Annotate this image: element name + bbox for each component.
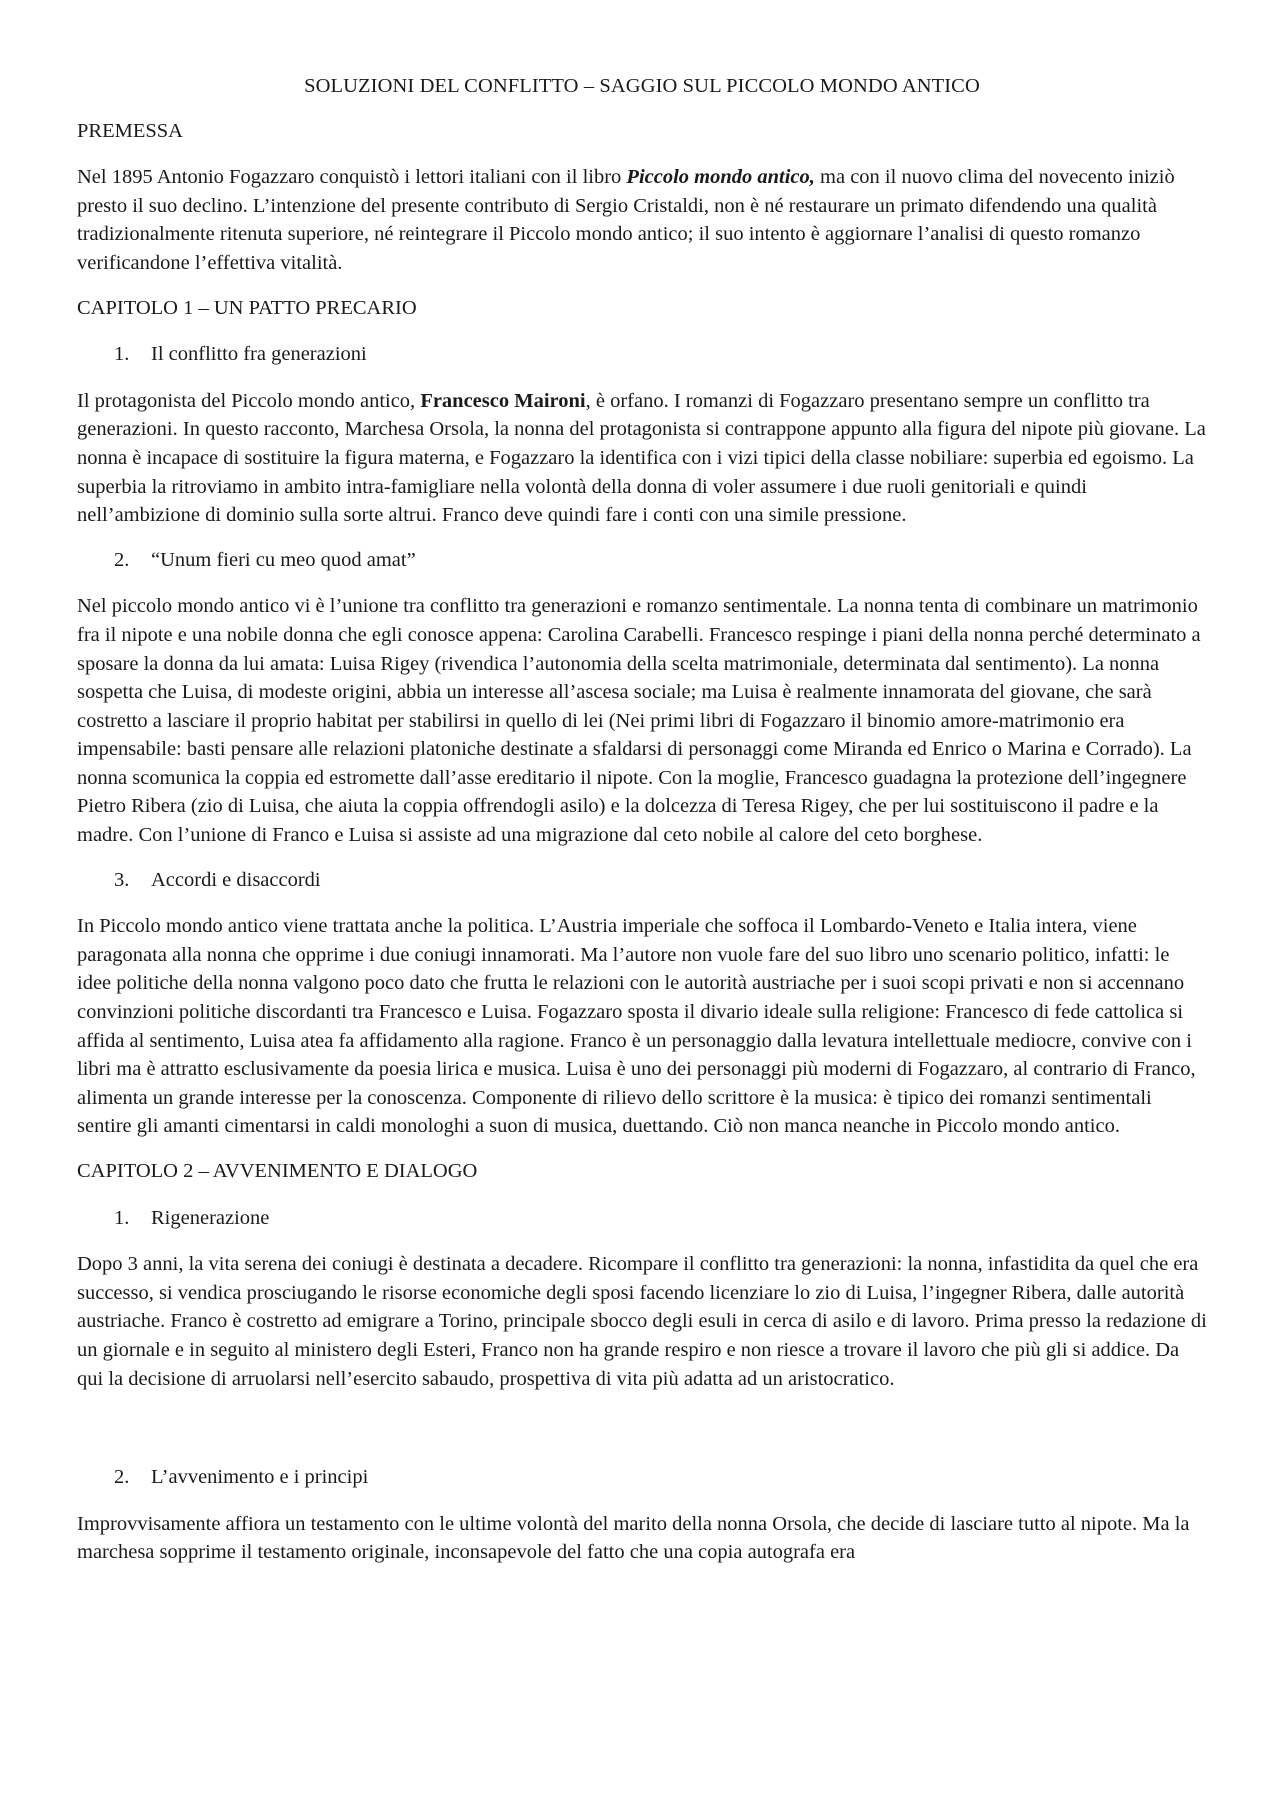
premessa-paragraph: Nel 1895 Antonio Fogazzaro conquistò i lettori italiani con il libro Piccolo mondo antico, ma con il nuovo clima del novecento iniziò presto il suo declino. L’intenzione del presente contributo di Sergio Cristaldi, non è né restaurare un primato difendendo una qualità tradizionalmente ritenuta superiore, né reintegrare il Piccolo mondo antico; il suo intento è aggiornare l’analisi di questo romanzo verificandone l’effettiva vitalità. — [77, 166, 1175, 274]
subsection-heading-1-1: 1. Il conflitto fra generazioni — [114, 343, 367, 366]
blank-space — [77, 1409, 1207, 1463]
paragraph-2-1: Dopo 3 anni, la vita serena dei coniugi è destinata a decadere. Ricompare il conflitto tra generazioni: la nonna, infastidita da quel che era successo, si vendica prosciugando le risorse economiche degli sposi facendo licenziare lo zio di Luisa, l’ingegner Ribera, dalle autorità austriache. Franco è costretto ad emigrare a Torino, principale sbocco degli esuli in cerca di asilo e di lavoro. Prima presso la redazione di un giornale e in seguito al ministero degli Esteri, Franco non ha grande respiro e non riesce a trovare il lavoro che più gli si addice. Da qui la decisione di arruolarsi nell’esercito sabaudo, prospettiva di vita più adatta ad un aristocratico. — [77, 1253, 1207, 1390]
paragraph-1-2: Nel piccolo mondo antico vi è l’unione tra conflitto tra generazioni e romanzo sentimentale. La nonna tenta di combinare un matrimonio fra il nipote e una nobile donna che egli conosce appena: Carolina Carabelli. Francesco respinge i piani della nonna perché determinato a sposare la donna da lui amata: Luisa Rigey (rivendica l’autonomia della scelta matrimoniale, determinata dal sentimento). La nonna sospetta che Luisa, di modeste origini, abbia un interesse all’ascesa sociale; ma Luisa è realmente innamorata del giovane, che sarà costretto a lasciare il proprio habitat per stabilirsi in quello di lei (Nei primi libri di Fogazzaro il binomio amore-matrimonio era impensabile: basti pensare alle relazioni platoniche destinate a sfaldarsi di personaggi come Miranda ed Enrico o Marina e Corrado). La nonna scomunica la coppia ed estromette dall’asse ereditario il nipote. Con la moglie, Francesco guadagna la protezione dell’ingegnere Pietro Ribera (zio di Luisa, che aiuta la coppia offrendogli asilo) e la dolcezza di Teresa Rigey, che per lui sostituiscono il padre e la madre. Con l’unione di Franco e Luisa si assiste ad una migrazione dal ceto nobile al calore del ceto borghese. — [77, 595, 1201, 847]
subsection-heading-1-3: 3. Accordi e disaccordi — [114, 868, 321, 891]
document-page — [77, 72, 1207, 1583]
document-title: SOLUZIONI DEL CONFLITTO – SAGGIO SUL PICCOLO MONDO ANTICO — [304, 75, 980, 97]
protagonist-name: Francesco Maironi — [420, 389, 586, 412]
subsection-heading-2-1: 1. Rigenerazione — [114, 1206, 270, 1229]
subsection-heading-2-2: 2. L’avvenimento e i principi — [114, 1466, 369, 1489]
subsection-heading-1-2: 2. “Unum fieri cu meo quod amat” — [114, 548, 416, 571]
chapter-heading-1: CAPITOLO 1 – UN PATTO PRECARIO — [77, 296, 417, 319]
section-heading-premessa: PREMESSA — [77, 119, 183, 142]
paragraph-2-2: Improvvisamente affiora un testamento con le ultime volontà del marito della nonna Orsola, che decide di lasciare tutto al nipote. Ma la marchesa sopprime il testamento originale, inconsapevole del fatto che una copia autografa era — [77, 1512, 1190, 1564]
paragraph-1-3: In Piccolo mondo antico viene trattata anche la politica. L’Austria imperiale che soffoca il Lombardo-Veneto e Italia intera, viene paragonata alla nonna che opprime i due coniugi innamorati. Ma l’autore non vuole fare del suo libro uno scenario politico, infatti: le idee politiche della nonna valgono poco dato che frutta le relazioni con le autorità austriache per i suoi scopi privati e non si accennano convinzioni politiche discordanti tra Francesco e Luisa. Fogazzaro sposta il divario ideale sulla religione: Francesco di fede cattolica si affida al sentimento, Luisa atea fa affidamento alla ragione. Franco è un personaggio dalla levatura intellettuale mediocre, convive con i libri ma è attratto esclusivamente da poesia lirica e musica. Luisa è uno dei personaggi più moderni di Fogazzaro, al contrario di Franco, alimenta un grande interesse per la conoscenza. Componente di rilievo dello scrittore è la musica: è tipico dei romanzi sentimentali sentire gli amanti cimentarsi in caldi monologhi a suon di musica, duettando. Ciò non manca neanche in Piccolo mondo antico. — [77, 915, 1196, 1138]
book-title-emphasis: Piccolo mondo antico, — [626, 166, 815, 189]
paragraph-1-1: Il protagonista del Piccolo mondo antico, Francesco Maironi, è orfano. I romanzi di Fogazzaro presentano sempre un conflitto tra generazioni. In questo racconto, Marchesa Orsola, la nonna del protagonista si contrappone appunto alla figura del nipote più giovane. La nonna è incapace di sostituire la figura materna, e Fogazzaro la identifica con i vizi tipici della classe nobiliare: superbia ed egoismo. La superbia la ritroviamo in ambito intra-famigliare nella volontà della donna di voler assumere i due ruoli genitoriali e quindi nell’ambizione di dominio sulla sorte altrui. Franco deve quindi fare i conti con una simile pressione. — [77, 389, 1206, 527]
chapter-heading-2: CAPITOLO 2 – AVVENIMENTO E DIALOGO — [77, 1160, 478, 1182]
